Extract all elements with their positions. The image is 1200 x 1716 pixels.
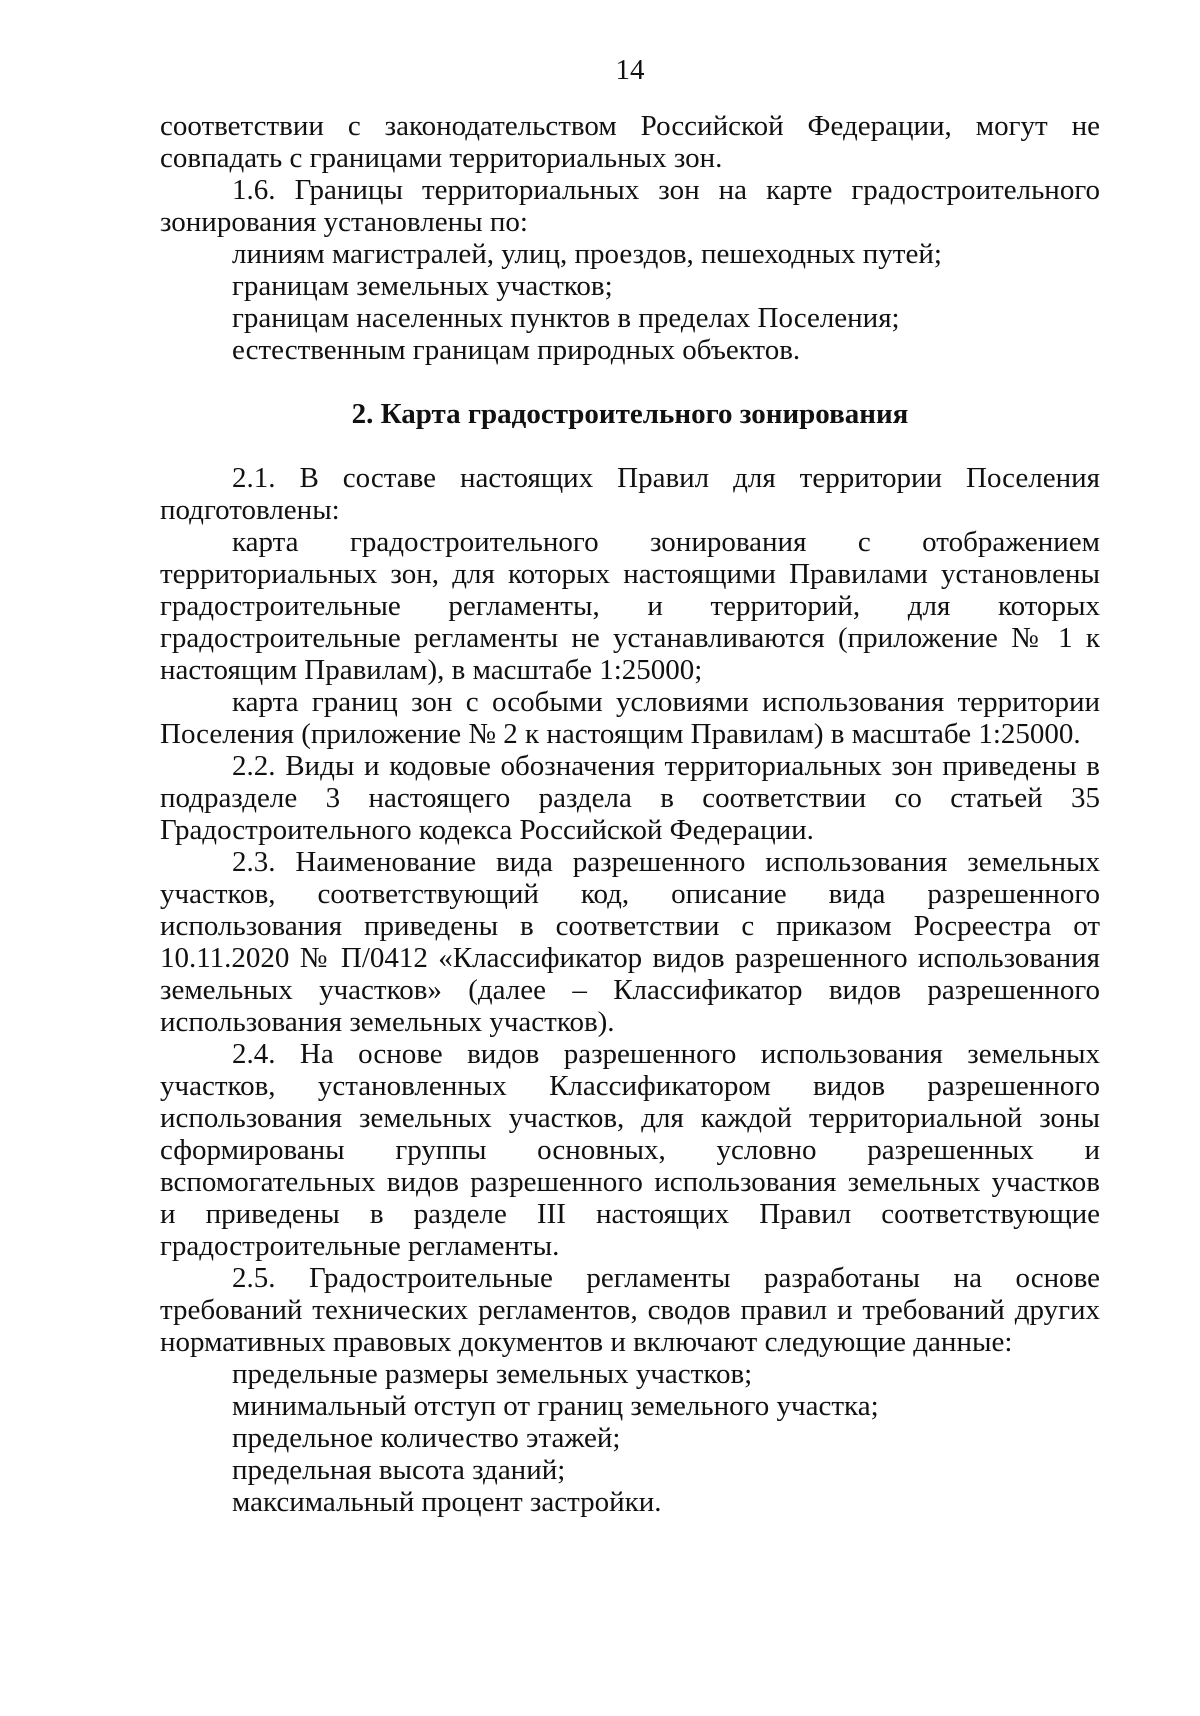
- paragraph-2-1-map2: карта границ зон с особыми условиями использования территории Поселения (приложение № 2 к настоящим Правилам) в масштабе 1:25000.: [160, 686, 1100, 750]
- paragraph-2-5: 2.5. Градостроительные регламенты разработаны на основе требований технических регламентов, сводов правил и требований других нормативных правовых документов и включают следующие данные:: [160, 1262, 1100, 1358]
- paragraph-1-6: 1.6. Границы территориальных зон на карте градостроительного зонирования установлены по:: [160, 174, 1100, 238]
- list-item: предельное количество этажей;: [232, 1422, 621, 1454]
- list-item: предельные размеры земельных участков;: [232, 1358, 753, 1390]
- paragraph-2-3: 2.3. Наименование вида разрешенного использования земельных участков, соответствующий код, описание вида разрешенного использования приведены в соответствии с приказом Росреестра от 10.11.2020 № П/0412 «Классификатор видов разрешенного использования земельных участков» (далее – Классификатор видов разрешенного использования земельных участков).: [160, 846, 1100, 1038]
- list-item: максимальный процент застройки.: [232, 1486, 662, 1518]
- list-item: предельная высота зданий;: [232, 1454, 566, 1486]
- page-number: 14: [615, 54, 645, 86]
- paragraph-2-1-map1: карта градостроительного зонирования с отображением территориальных зон, для которых настоящими Правилами установлены градостроительные регламенты, и территорий, для которых градостроительные регламенты не устанавливаются (приложение № 1 к настоящим Правилам), в масштабе 1:25000;: [160, 526, 1100, 686]
- list-item: линиям магистралей, улиц, проездов, пешеходных путей;: [232, 238, 942, 270]
- regulation-data-list: [160, 1358, 1100, 1518]
- document-page: [160, 54, 1100, 1518]
- continuation-paragraph: соответствии с законодательством Российской Федерации, могут не совпадать с границами территориальных зон.: [160, 110, 1100, 174]
- paragraph-2-2: 2.2. Виды и кодовые обозначения территориальных зон приведены в подразделе 3 настоящего раздела в соответствии со статьей 35 Градостроительного кодекса Российской Федерации.: [160, 750, 1100, 846]
- section-heading: 2. Карта градостроительного зонирования: [351, 398, 909, 430]
- list-item: границам земельных участков;: [232, 270, 613, 302]
- list-item: границам населенных пунктов в пределах Поселения;: [232, 302, 900, 334]
- paragraph-2-4: 2.4. На основе видов разрешенного использования земельных участков, установленных Классификатором видов разрешенного использования земельных участков, для каждой территориальной зоны сформированы группы основных, условно разрешенных и вспомогательных видов разрешенного использования земельных участков и приведены в разделе III настоящих Правил соответствующие градостроительные регламенты.: [160, 1038, 1100, 1262]
- list-item: минимальный отступ от границ земельного участка;: [232, 1390, 879, 1422]
- list-item: естественным границам природных объектов.: [232, 334, 801, 366]
- paragraph-2-1: 2.1. В составе настоящих Правил для территории Поселения подготовлены:: [160, 462, 1100, 526]
- boundary-list: [160, 238, 1100, 366]
